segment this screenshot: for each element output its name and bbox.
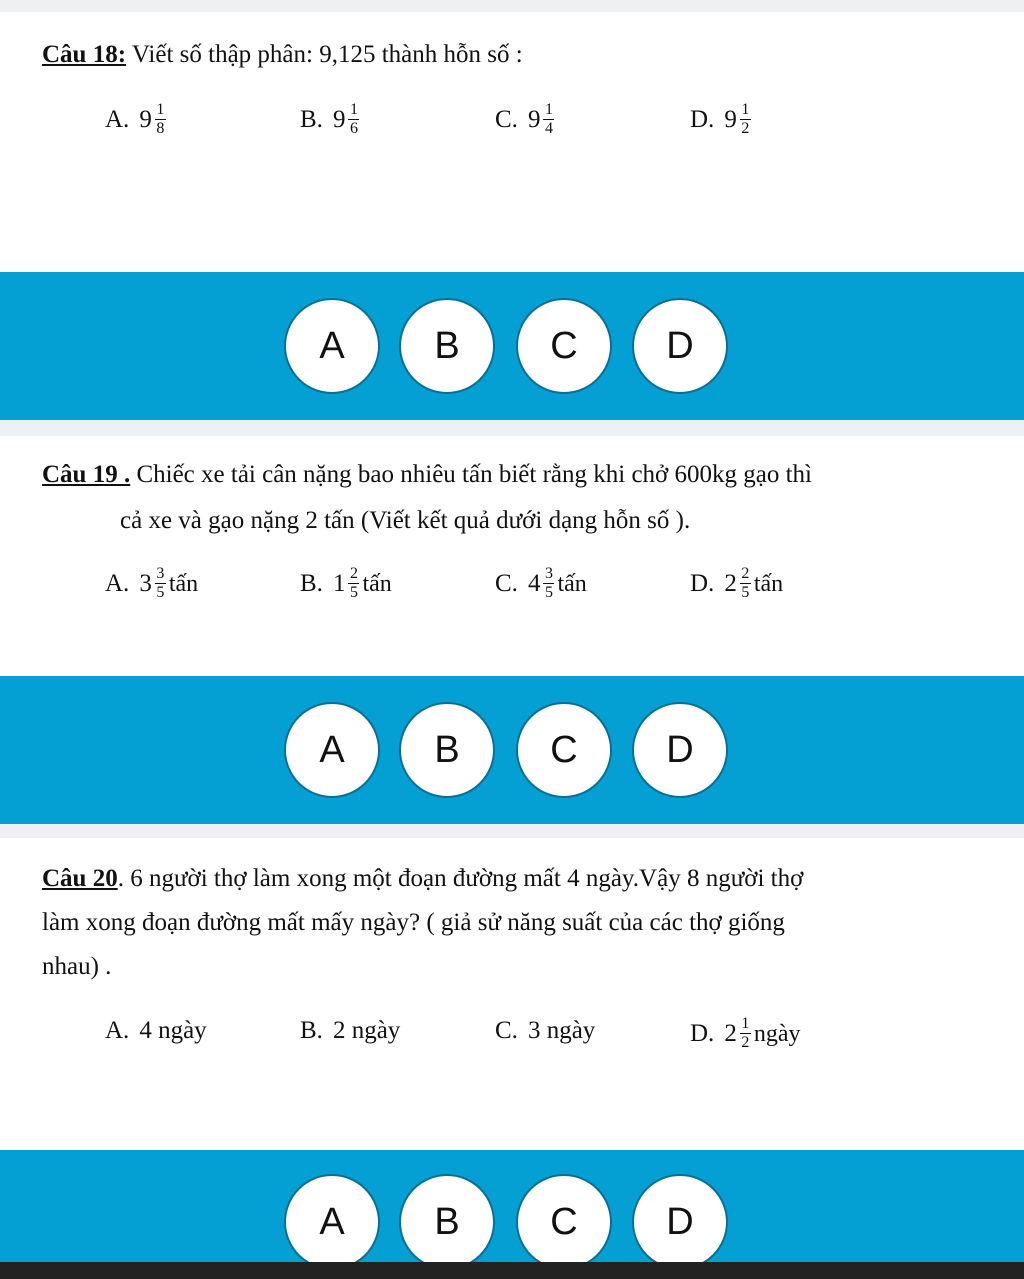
question-card-20 — [0, 838, 1024, 1150]
question-card-18 — [0, 12, 1024, 272]
fraction — [543, 102, 554, 137]
option-d — [690, 102, 751, 137]
whole-part: 9 — [724, 105, 737, 133]
option-b — [300, 566, 392, 601]
option-letter: A. — [105, 569, 130, 597]
denominator: 2 — [741, 1034, 750, 1051]
unit: tấn — [753, 570, 784, 597]
mixed-number — [528, 102, 555, 137]
whole-part: 3 — [139, 569, 152, 597]
option-d — [690, 566, 783, 601]
whole-part: 9 — [139, 105, 152, 133]
option-letter: C. — [495, 1017, 518, 1044]
unit: tấn — [362, 570, 392, 597]
denominator: 2 — [741, 120, 750, 137]
answer-button-a[interactable]: A — [284, 1174, 380, 1262]
question-text-line: làm xong đoạn đường mất mấy ngày? ( giả sử năng suất của các thợ giống — [42, 909, 785, 936]
denominator: 8 — [156, 120, 165, 137]
option-letter: D. — [690, 1019, 715, 1047]
option-a — [105, 102, 166, 137]
mixed-number — [139, 566, 198, 601]
whole-part: 9 — [332, 105, 346, 133]
mixed-number — [528, 566, 587, 601]
option-c — [495, 1016, 595, 1046]
unit: tấn — [168, 570, 199, 597]
mixed-number — [724, 566, 783, 601]
answer-button-b[interactable]: B — [399, 1174, 495, 1262]
mixed-number — [139, 102, 166, 137]
fraction — [740, 566, 751, 601]
answer-button-d[interactable]: D — [632, 1174, 728, 1262]
option-c — [495, 102, 554, 137]
option-c — [495, 566, 587, 601]
answer-button-b[interactable]: B — [399, 298, 495, 394]
answer-button-a[interactable]: A — [284, 702, 380, 798]
option-letter: D. — [690, 105, 715, 133]
option-letter: B. — [300, 105, 323, 133]
numerator: 3 — [544, 565, 553, 582]
option-a — [105, 566, 198, 601]
fraction — [740, 1016, 751, 1051]
whole-part: 4 — [527, 569, 541, 597]
option-d — [690, 1016, 800, 1051]
answer-button-d[interactable]: D — [632, 702, 728, 798]
answer-button-c[interactable]: C — [516, 298, 612, 394]
denominator: 5 — [741, 584, 750, 601]
answer-button-a[interactable]: A — [284, 298, 380, 394]
question-text: . 6 người thợ làm xong một đoạn đường mất 4 ngày.Vậy 8 người thợ — [117, 865, 804, 892]
question-number: Câu 19 . — [42, 461, 131, 488]
question-text-line: cả xe và gạo nặng 2 tấn (Viết kết quả dưới dạng hỗn số ). — [120, 507, 691, 534]
question-title — [42, 864, 803, 894]
answer-band-19 — [0, 676, 1024, 824]
fraction — [543, 566, 554, 601]
numerator: 1 — [544, 101, 553, 118]
option-letter: A. — [105, 105, 130, 133]
option-letter: C. — [495, 105, 518, 133]
fraction — [740, 102, 751, 137]
question-title — [42, 460, 812, 490]
denominator: 6 — [349, 120, 358, 137]
unit: tấn — [557, 570, 587, 597]
numerator: 1 — [349, 101, 358, 118]
denominator: 5 — [349, 584, 358, 601]
question-text: Viết số thập phân: 9,125 thành hỗn số : — [131, 41, 523, 68]
question-number: Câu 20 — [42, 865, 118, 892]
whole-part: 9 — [527, 105, 541, 133]
option-letter: A. — [105, 1017, 130, 1044]
answer-button-d[interactable]: D — [632, 298, 728, 394]
mixed-number — [724, 1016, 800, 1051]
unit: ngày — [753, 1020, 801, 1047]
numerator: 2 — [349, 565, 358, 582]
fraction — [155, 566, 166, 601]
numerator: 1 — [156, 101, 165, 118]
fraction — [348, 566, 359, 601]
option-text: 2 ngày — [332, 1017, 401, 1044]
whole-part: 1 — [332, 569, 346, 597]
mixed-number — [333, 566, 392, 601]
option-a — [105, 1016, 207, 1046]
option-letter: C. — [495, 569, 518, 597]
whole-part: 2 — [724, 1019, 737, 1047]
answer-button-c[interactable]: C — [516, 702, 612, 798]
numerator: 3 — [156, 565, 165, 582]
answer-band-20 — [0, 1150, 1024, 1262]
option-letter: D. — [690, 569, 715, 597]
question-card-19 — [0, 436, 1024, 676]
fraction — [348, 102, 359, 137]
answer-button-b[interactable]: B — [399, 702, 495, 798]
numerator: 2 — [741, 565, 750, 582]
denominator: 4 — [544, 120, 553, 137]
mixed-number — [333, 102, 360, 137]
question-number: Câu 18: — [42, 41, 127, 68]
answer-button-c[interactable]: C — [516, 1174, 612, 1262]
denominator: 5 — [544, 584, 553, 601]
option-text: 4 ngày — [139, 1017, 207, 1044]
option-letter: B. — [300, 569, 323, 597]
question-text-line: nhau) . — [42, 953, 112, 980]
denominator: 5 — [156, 584, 165, 601]
option-text: 3 ngày — [527, 1017, 596, 1044]
answer-band-18 — [0, 272, 1024, 420]
fraction — [155, 102, 166, 137]
numerator: 1 — [741, 101, 750, 118]
question-title — [42, 40, 523, 70]
mixed-number — [724, 102, 751, 137]
option-letter: B. — [300, 1017, 323, 1044]
whole-part: 2 — [724, 569, 737, 597]
numerator: 1 — [741, 1015, 750, 1032]
option-b — [300, 1016, 400, 1046]
bottom-system-bar — [0, 1262, 1024, 1279]
option-b — [300, 102, 359, 137]
question-text: Chiếc xe tải cân nặng bao nhiêu tấn biết rằng khi chở 600kg gạo thì — [136, 461, 812, 488]
